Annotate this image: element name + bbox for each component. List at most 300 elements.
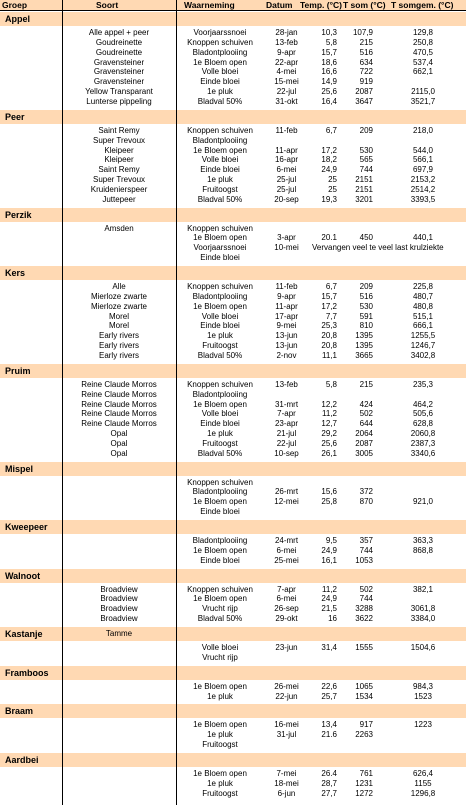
tsomgem-cell: 3340,6	[410, 448, 436, 458]
soort-cell: Early rivers	[98, 331, 139, 341]
table-row	[0, 478, 466, 488]
soort-cell: Gravensteiner	[93, 67, 145, 77]
temp-cell: 25	[328, 175, 337, 185]
datum-cell: 26-mrt	[274, 487, 299, 497]
waarneming-cell: Knoppen schuiven	[187, 379, 253, 389]
table-row	[0, 769, 466, 779]
temp-cell: 25,3	[321, 321, 337, 331]
datum-cell: 6-mei	[276, 594, 297, 604]
tsomgem-cell: 1504,6	[410, 642, 436, 652]
waarneming-cell: Bladontplooiing	[192, 487, 248, 497]
temp-cell: 25,8	[321, 497, 337, 507]
temp-cell: 25,7	[321, 691, 337, 701]
tsomgem-cell: 921,0	[412, 497, 434, 507]
datum-cell: 31-okt	[275, 96, 298, 106]
datum-cell: 26-sep	[274, 604, 299, 614]
soort-cell: Kleipeer	[104, 145, 134, 155]
tsomgem-cell: 225,8	[412, 282, 434, 291]
tsom-cell: 870	[359, 497, 373, 507]
note-cell: Vervangen veel te veel last krulziekte	[312, 243, 444, 253]
waarneming-cell: Knoppen schuiven	[187, 223, 253, 233]
header-tsom: T som (°C)	[343, 0, 386, 10]
table-row	[0, 146, 466, 156]
table-row	[0, 653, 466, 663]
tsom-cell: 1395	[355, 331, 373, 341]
waarneming-cell: 1e Bloem open	[193, 497, 247, 507]
waarneming-cell: 1e Bloem open	[193, 720, 247, 730]
temp-cell: 27,7	[321, 788, 337, 798]
table-row	[0, 779, 466, 789]
table-row	[0, 48, 466, 58]
soort-cell: Mierloze zwarte	[90, 301, 147, 311]
waarneming-cell: Einde bloei	[200, 321, 240, 331]
table-row	[0, 390, 466, 400]
table-row	[0, 87, 466, 97]
tsom-cell: 744	[359, 594, 373, 604]
temp-cell: 20,8	[321, 331, 337, 341]
temp-cell: 15,6	[321, 487, 337, 497]
soort-cell: Early rivers	[98, 341, 139, 351]
table-row	[0, 419, 466, 429]
datum-cell: 16-mei	[274, 720, 299, 730]
soort-cell: Opal	[110, 438, 128, 448]
tsomgem-cell: 3393,5	[410, 194, 436, 204]
temp-cell: 18,6	[321, 57, 337, 67]
waarneming-cell: Bladval 50%	[197, 96, 243, 106]
temp-cell: 5,8	[325, 37, 337, 47]
temp-cell: 25,6	[321, 87, 337, 97]
datum-cell: 10-mei	[274, 243, 299, 253]
datum-cell: 15-mei	[274, 77, 299, 87]
soort-cell: Broadview	[100, 604, 138, 614]
waarneming-cell: 1e pluk	[207, 429, 233, 439]
soort-cell: Broadview	[100, 594, 138, 604]
datum-cell: 26-mei	[274, 681, 299, 691]
group-header	[0, 110, 466, 124]
temp-cell: 13,4	[321, 720, 337, 730]
waarneming-cell: Einde bloei	[200, 165, 240, 175]
temp-cell: 16	[328, 614, 337, 624]
datum-cell: 6-mei	[276, 165, 297, 175]
waarneming-cell: 1e pluk	[207, 778, 233, 788]
tsomgem-cell: 470,5	[412, 47, 434, 57]
soort-cell: Broadview	[100, 614, 138, 624]
temp-cell: 20.1	[321, 233, 337, 243]
soort-cell: Tamme	[105, 628, 133, 638]
datum-cell: 23-jun	[275, 642, 298, 652]
soort-cell: Alle	[112, 282, 126, 291]
temp-cell: 5,8	[325, 379, 337, 389]
table-row	[0, 546, 466, 556]
tsomgem-cell: 3384,0	[410, 614, 436, 624]
group-name: Braam	[5, 706, 34, 717]
datum-cell: 25-jul	[276, 175, 297, 185]
tsomgem-cell: 1523	[414, 691, 432, 701]
table-row	[0, 556, 466, 566]
tsom-cell: 107,9	[352, 28, 373, 37]
datum-cell: 22-apr	[274, 57, 299, 67]
datum-cell: 10-sep	[274, 448, 299, 458]
tsom-cell: 2151	[355, 184, 373, 194]
group-header	[0, 666, 466, 680]
waarneming-cell: Bladontplooiing	[192, 291, 248, 301]
tsomgem-cell: 628,8	[412, 419, 434, 429]
table-row	[0, 720, 466, 730]
table-row	[0, 175, 466, 185]
datum-cell: 6-mei	[276, 545, 297, 555]
datum-cell: 20-sep	[274, 194, 299, 204]
tsomgem-cell: 1246,7	[410, 341, 436, 351]
temp-cell: 25	[328, 184, 337, 194]
tsomgem-cell: 984,3	[412, 681, 434, 691]
table-row	[0, 449, 466, 459]
temp-cell: 11,2	[322, 409, 337, 419]
temp-cell: 26.4	[321, 768, 337, 778]
group-header	[0, 364, 466, 378]
table-row	[0, 97, 466, 107]
waarneming-cell: Voorjaarssnoei	[193, 28, 247, 37]
datum-cell: 24-mrt	[274, 536, 299, 545]
soort-cell: Reine Claude Morros	[81, 419, 157, 429]
waarneming-cell: 1e Bloem open	[193, 145, 247, 155]
temp-cell: 12,7	[321, 419, 337, 429]
tsomgem-cell: 2387,3	[410, 438, 436, 448]
waarneming-cell: Bladontplooiing	[192, 47, 248, 57]
temp-cell: 20,8	[321, 341, 337, 351]
waarneming-cell: Vrucht rijp	[202, 652, 238, 662]
waarneming-cell: Bladval 50%	[197, 448, 243, 458]
temp-cell: 31,4	[321, 642, 337, 652]
group-name: Perzik	[5, 209, 32, 220]
waarneming-cell: Fruitoogst	[202, 788, 238, 798]
datum-cell: 7-apr	[277, 409, 296, 419]
datum-cell: 29-okt	[275, 614, 298, 624]
table-row	[0, 38, 466, 48]
tsomgem-cell: 363,3	[412, 536, 434, 545]
temp-cell: 7,7	[325, 311, 337, 321]
waarneming-cell: Einde bloei	[200, 253, 240, 263]
tsomgem-cell: 1255,5	[410, 331, 436, 341]
tsom-cell: 357	[359, 536, 373, 545]
tsomgem-cell: 440,1	[412, 233, 434, 243]
tsom-cell: 3201	[355, 194, 373, 204]
datum-cell: 3-apr	[277, 233, 296, 243]
waarneming-cell: 1e Bloem open	[193, 57, 247, 67]
datum-cell: 21-jul	[276, 429, 297, 439]
soort-cell: Gravensteiner	[93, 77, 145, 87]
group-header	[0, 12, 466, 26]
table-row	[0, 682, 466, 692]
group-name: Kers	[5, 268, 26, 278]
datum-cell: 9-apr	[277, 47, 296, 57]
temp-cell: 17,2	[321, 301, 337, 311]
waarneming-cell: Bladval 50%	[197, 194, 243, 204]
tsom-cell: 372	[359, 487, 373, 497]
tsom-cell: 1395	[355, 341, 373, 351]
temp-cell: 6,7	[325, 125, 337, 135]
tsomgem-cell: 218,0	[412, 125, 434, 135]
datum-cell: 7-mei	[276, 768, 297, 778]
tsom-cell: 919	[359, 77, 373, 87]
datum-cell: 28-jan	[275, 28, 298, 37]
datum-cell: 12-mei	[274, 497, 299, 507]
tsom-cell: 1065	[355, 681, 373, 691]
table-row	[0, 351, 466, 361]
table-row	[0, 136, 466, 146]
group-name: Framboos	[5, 667, 49, 678]
temp-cell: 16,4	[321, 96, 337, 106]
group-header	[0, 208, 466, 222]
waarneming-cell: Voorjaarssnoei	[193, 243, 247, 253]
tsomgem-cell: 464,2	[412, 399, 434, 409]
tsomgem-cell: 3061,8	[410, 604, 436, 614]
table-row	[0, 243, 466, 253]
soort-cell: Kleipeer	[104, 155, 134, 165]
table-header	[0, 0, 466, 11]
soort-cell: Gravensteiner	[93, 57, 145, 67]
header-waarneming: Waarneming	[184, 0, 235, 10]
tsom-cell: 2087	[355, 438, 373, 448]
tsomgem-cell: 544,0	[412, 145, 434, 155]
datum-cell: 22-jun	[275, 691, 298, 701]
table-row	[0, 282, 466, 292]
tsom-cell: 215	[359, 37, 373, 47]
waarneming-cell: Einde bloei	[200, 555, 240, 565]
group-header	[0, 704, 466, 718]
temp-cell: 12,2	[321, 399, 337, 409]
soort-cell: Mierloze zwarte	[90, 291, 147, 301]
tsom-cell: 744	[359, 545, 373, 555]
tsomgem-cell: 2153,2	[410, 175, 436, 185]
datum-cell: 11-apr	[275, 145, 298, 155]
column-divider	[62, 0, 63, 805]
datum-cell: 18-mei	[274, 778, 299, 788]
tsomgem-cell: 868,8	[412, 545, 434, 555]
waarneming-cell: 1e Bloem open	[193, 768, 247, 778]
temp-cell: 14,9	[321, 77, 337, 87]
tsom-cell: 761	[359, 768, 373, 778]
tsomgem-cell: 1155	[414, 778, 432, 788]
waarneming-cell: 1e Bloem open	[193, 399, 247, 409]
datum-cell: 22-jul	[276, 87, 297, 97]
table-row	[0, 331, 466, 341]
tsom-cell: 591	[359, 311, 373, 321]
tsomgem-cell: 382,1	[412, 584, 434, 594]
datum-cell: 25-jul	[276, 184, 297, 194]
table-row	[0, 604, 466, 614]
tsom-cell: 634	[359, 57, 373, 67]
group-header	[0, 520, 466, 534]
table-row	[0, 536, 466, 546]
tsom-cell: 209	[359, 125, 373, 135]
tsom-cell: 516	[359, 47, 373, 57]
waarneming-cell: Volle bloei	[201, 311, 239, 321]
waarneming-cell: Einde bloei	[200, 77, 240, 87]
tsom-cell: 530	[359, 145, 373, 155]
table-row	[0, 614, 466, 624]
temp-cell: 16,6	[321, 67, 337, 77]
tsom-cell: 2087	[355, 87, 373, 97]
waarneming-cell: Fruitoogst	[202, 740, 238, 750]
table-row	[0, 58, 466, 68]
temp-cell: 15,7	[321, 291, 337, 301]
waarneming-cell: 1e Bloem open	[193, 594, 247, 604]
soort-cell: Goudreinette	[95, 37, 143, 47]
tsom-cell: 722	[359, 67, 373, 77]
datum-cell: 4-mei	[276, 67, 297, 77]
table-row	[0, 67, 466, 77]
waarneming-cell: 1e pluk	[207, 730, 233, 740]
tsomgem-cell: 566,1	[412, 155, 434, 165]
tsom-cell: 1534	[355, 691, 373, 701]
datum-cell: 25-mei	[274, 555, 299, 565]
waarneming-cell: Knoppen schuiven	[187, 37, 253, 47]
tsomgem-cell: 505,6	[412, 409, 434, 419]
table-row	[0, 692, 466, 702]
tsom-cell: 1555	[355, 642, 373, 652]
tsomgem-cell: 662,1	[412, 67, 434, 77]
soort-cell: Yellow Transparant	[85, 87, 153, 97]
tsomgem-cell: 626,4	[412, 768, 434, 778]
temp-cell: 25,6	[321, 438, 337, 448]
waarneming-cell: 1e pluk	[207, 691, 233, 701]
group-name: Kweepeer	[5, 522, 48, 532]
datum-cell: 31-mrt	[274, 399, 299, 409]
tsom-cell: 450	[359, 233, 373, 243]
tsom-cell: 1272	[355, 788, 373, 798]
waarneming-cell: 1e Bloem open	[193, 233, 247, 243]
tsom-cell: 516	[359, 291, 373, 301]
group-name: Mispel	[5, 463, 34, 474]
table-row	[0, 292, 466, 302]
table-row	[0, 507, 466, 517]
table-row	[0, 487, 466, 497]
tsomgem-cell: 3402,8	[410, 350, 436, 360]
waarneming-cell: Knoppen schuiven	[187, 584, 253, 594]
temp-cell: 21,5	[321, 604, 337, 614]
temp-cell: 22,6	[321, 681, 337, 691]
datum-cell: 11-apr	[275, 301, 298, 311]
table-row	[0, 341, 466, 351]
tsom-cell: 215	[359, 379, 373, 389]
table-row	[0, 321, 466, 331]
soort-cell: Morel	[108, 311, 129, 321]
table-row	[0, 233, 466, 243]
soort-cell: Juttepeer	[102, 194, 136, 204]
tsomgem-cell: 697,9	[412, 165, 434, 175]
tsomgem-cell: 1296,8	[410, 788, 436, 798]
header-datum: Datum	[266, 0, 293, 10]
temp-cell: 19,3	[321, 194, 337, 204]
temp-cell: 29,2	[321, 429, 337, 439]
table-row	[0, 594, 466, 604]
tsom-cell: 1053	[355, 555, 373, 565]
waarneming-cell: Bladontplooiing	[192, 536, 248, 545]
datum-cell: 22-jul	[276, 438, 297, 448]
header-tsomgem: T somgem. (°C)	[391, 0, 454, 10]
waarneming-cell: Bladval 50%	[197, 350, 243, 360]
waarneming-cell: Knoppen schuiven	[187, 125, 253, 135]
datum-cell: 23-apr	[274, 419, 299, 429]
waarneming-cell: Volle bloei	[201, 409, 239, 419]
waarneming-cell: Bladontplooiing	[192, 389, 248, 399]
waarneming-cell: 1e pluk	[207, 175, 233, 185]
tsomgem-cell: 2514,2	[410, 184, 436, 194]
soort-cell: Alle appel + peer	[88, 28, 150, 37]
table-row	[0, 429, 466, 439]
tsom-cell: 3288	[355, 604, 373, 614]
datum-cell: 13-jun	[275, 331, 298, 341]
soort-cell: Saint Remy	[98, 125, 140, 135]
table-row	[0, 253, 466, 263]
group-header	[0, 266, 466, 280]
header-groep: Groep	[2, 0, 28, 10]
tsomgem-cell: 235,3	[412, 379, 434, 389]
table-row	[0, 155, 466, 165]
tsomgem-cell: 515,1	[412, 311, 434, 321]
temp-cell: 24,9	[321, 165, 337, 175]
tsomgem-cell: 1223	[414, 720, 432, 730]
group-name: Aardbei	[5, 754, 39, 765]
tsomgem-cell: 3521,7	[410, 96, 436, 106]
datum-cell: 17-apr	[274, 311, 299, 321]
datum-cell: 16-apr	[274, 155, 299, 165]
temp-cell: 18,2	[321, 155, 337, 165]
group-header	[0, 569, 466, 583]
temp-cell: 11,2	[322, 584, 337, 594]
temp-cell: 15,7	[321, 47, 337, 57]
waarneming-cell: Fruitoogst	[202, 341, 238, 351]
tsom-cell: 3622	[355, 614, 373, 624]
tsom-cell: 744	[359, 165, 373, 175]
waarneming-cell: Volle bloei	[201, 155, 239, 165]
soort-cell: Reine Claude Morros	[81, 379, 157, 389]
soort-cell: Reine Claude Morros	[81, 389, 157, 399]
soort-cell: Super Trevoux	[92, 175, 146, 185]
waarneming-cell: 1e Bloem open	[193, 301, 247, 311]
table-row	[0, 302, 466, 312]
tsom-cell: 209	[359, 282, 373, 291]
table-row	[0, 185, 466, 195]
group-header	[0, 753, 466, 767]
tsom-cell: 917	[359, 720, 373, 730]
soort-cell: Kruidenierspeer	[90, 184, 148, 194]
temp-cell: 17,2	[321, 145, 337, 155]
soort-cell: Morel	[108, 321, 129, 331]
group-header	[0, 462, 466, 476]
datum-cell: 9-mei	[276, 321, 297, 331]
column-divider	[176, 0, 177, 805]
waarneming-cell: 1e pluk	[207, 331, 233, 341]
waarneming-cell: Einde bloei	[200, 419, 240, 429]
tsomgem-cell: 480,8	[412, 301, 434, 311]
datum-cell: 13-jun	[275, 341, 298, 351]
table-row	[0, 380, 466, 390]
table-row	[0, 165, 466, 175]
tsom-cell: 3005	[355, 448, 373, 458]
datum-cell: 11-feb	[275, 282, 298, 291]
datum-cell: 7-apr	[277, 584, 296, 594]
waarneming-cell: Bladval 50%	[197, 614, 243, 624]
soort-cell: Reine Claude Morros	[81, 409, 157, 419]
soort-cell: Super Trevoux	[92, 135, 146, 145]
waarneming-cell: Knoppen schuiven	[187, 282, 253, 291]
waarneming-cell: Volle bloei	[201, 642, 239, 652]
group-header	[0, 627, 466, 641]
table-row	[0, 740, 466, 750]
temp-cell: 24,9	[321, 594, 337, 604]
soort-cell: Opal	[110, 429, 128, 439]
